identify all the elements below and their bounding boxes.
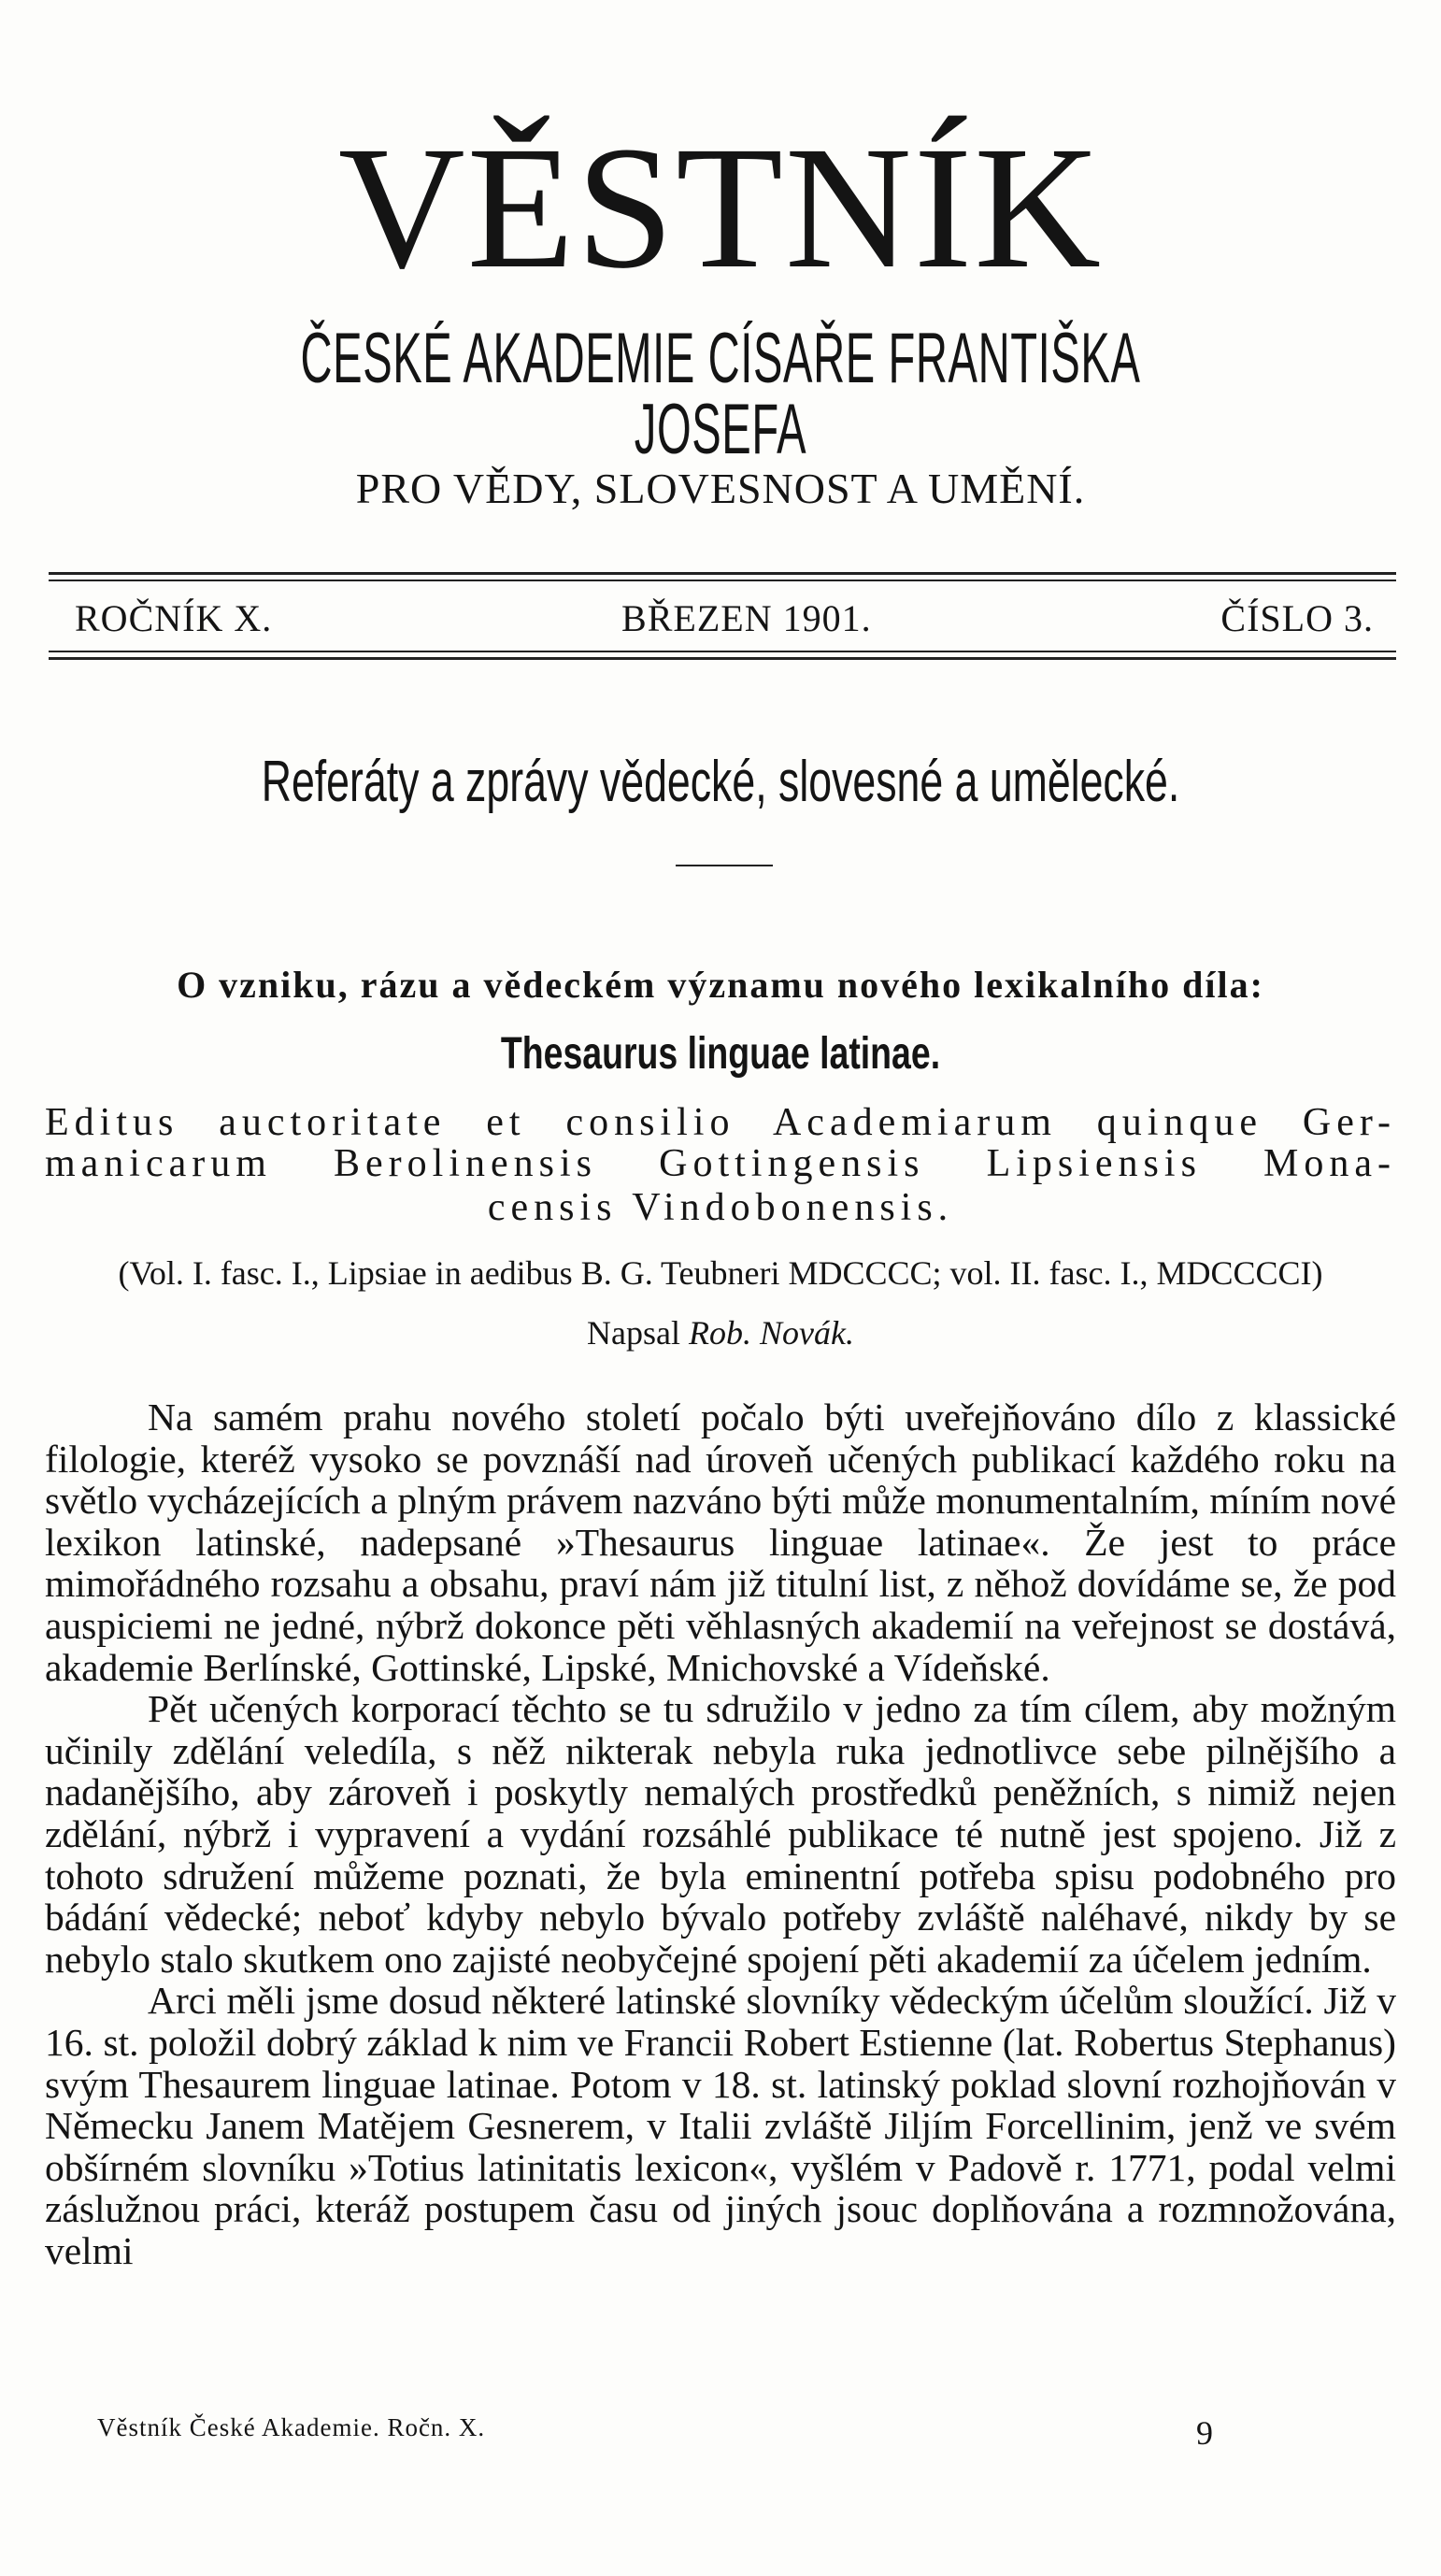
article-body xyxy=(45,1396,1396,2271)
work-title: Thesaurus linguae latinae. xyxy=(500,1029,941,1079)
paragraph: Na samém prahu nového století počalo býti uveřejňováno dílo z klassické filologie, kteréž vysoko se povznáší nad úroveň učených publikací každého roku na světlo vycházejících a plným právem nazváno býti může monumentalním, míním nové lexikon latinské, nadepsané »Thesaurus linguae latinae«. Že jest to práce mimořádného rozsahu a obsahu, praví nám již titulní list, z něhož dovídáme se, že pod auspiciemi ne jedné, nýbrž dokonce pěti věhlasných akademií na veřejnost se dostává, akademie Berlínské, Gottinské, Lipské, Mnichovské a Vídeňské. xyxy=(45,1395,1396,1689)
author-name: Rob. Novák. xyxy=(689,1314,854,1352)
edition-line-last: censis Vindobonensis. xyxy=(487,1186,954,1229)
masthead-title: VĚSTNÍK xyxy=(337,109,1104,305)
edition-line: Editus auctoritate et consilio Academiarum quinque Ger- xyxy=(45,1101,1396,1144)
page-number: 9 xyxy=(1196,2414,1213,2452)
masthead-subtitle: ČESKÉ AKADEMIE CÍSAŘE FRANTIŠKA JOSEFA xyxy=(300,319,1141,469)
masthead-subtitle-2: PRO VĚDY, SLOVESNOST A UMĚNÍ. xyxy=(355,465,1086,512)
top-rule xyxy=(49,572,1396,575)
section-divider xyxy=(676,865,773,866)
article-title: O vzniku, rázu a vědeckém významu nového lexikalního díla: xyxy=(177,964,1264,1006)
bottom-rule-inner xyxy=(49,651,1396,652)
paragraph: Arci měli jsme dosud některé latinské slovníky vědeckým účelům sloužící. Již v 16. st. položil dobrý základ k nim ve Francii Robert Estienne (lat. Robertus Stephanus) svým Thesaurem linguae latinae. Potom v 18. st. latinský poklad slovní rozhojňován v Německu Janem Matějem Gesnerem, v Italii zvláště Jiljím Forcellinim, jenž ve svém obšírném slovníku »Totius latinitatis lexicon«, vyšlém v Padově r. 1771, podal velmi záslužnou práci, kteráž postupem času od jiných jsouc doplňována a rozmnožována, velmi xyxy=(45,1979,1396,2272)
edition-line: manicarum Berolinensis Gottingensis Lipsiensis Mona- xyxy=(45,1142,1396,1185)
paragraph: Pět učených korporací těchto se tu sdružilo v jedno za tím cílem, aby možným učinily zdělání veledíla, s něž nikterak nebyla ruka jednotlivce sebe pilnějšího a nadanějšího, aby zároveň i poskytly nemalých prostředků peněžních, s nimiž nejen zdělání, nýbrž i vypravení a vydání rozsáhlé publikace té nutně jest spojeno. Již z tohoto sdružení můžeme poznati, že byla eminentní potřeba spisu podobného pro bádání vědecké; neboť kdyby nebylo bývalo potřeby zvláště naléhavé, nikdy by se nebylo stalo skutkem ono zajisté neobyčejné spojení pěti akademií za účelem jedním. xyxy=(45,1687,1396,1981)
byline xyxy=(0,1313,1441,1352)
footer-journal-name: Věstník České Akademie. Ročn. X. xyxy=(97,2413,486,2441)
bottom-rule xyxy=(49,657,1396,660)
issue-number: ČÍSLO 3. xyxy=(1220,596,1374,639)
issue-date: BŘEZEN 1901. xyxy=(621,596,872,639)
top-rule-inner xyxy=(49,580,1396,581)
issue-bar xyxy=(75,594,1374,641)
byline-prefix: Napsal xyxy=(587,1314,680,1352)
issue-volume: ROČNÍK X. xyxy=(75,596,273,639)
section-heading: Referáty a zprávy vědecké, slovesné a umělecké. xyxy=(261,750,1180,814)
volume-info: (Vol. I. fasc. I., Lipsiae in aedibus B. G. Teubneri MDCCCC; vol. II. fasc. I., MDCCCCI) xyxy=(118,1254,1323,1292)
